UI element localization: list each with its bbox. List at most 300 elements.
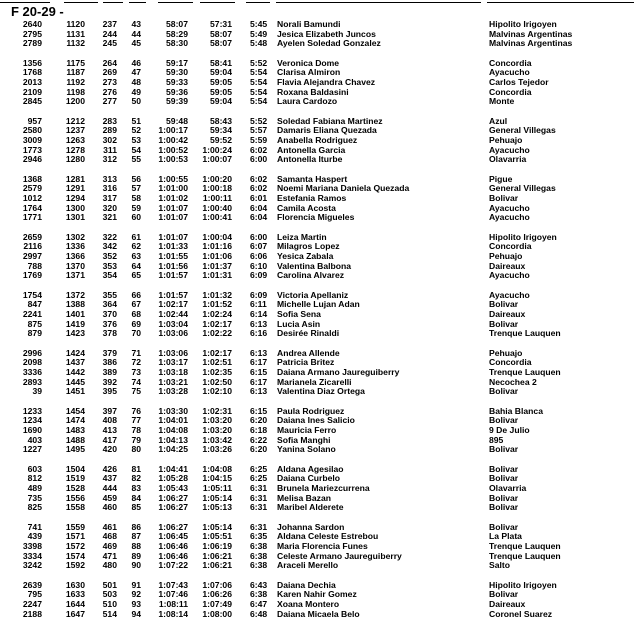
bib-number: 2247: [22, 599, 42, 609]
net-time: 1:06:21: [202, 560, 232, 571]
category-position: 269: [102, 67, 117, 78]
net-time: 1:00:04: [202, 231, 232, 242]
runner-name: Sofia Manghi: [277, 434, 331, 445]
net-time: 1:02:24: [202, 309, 232, 319]
net-time: 1:04:08: [202, 463, 232, 474]
runner-name: Veronica Dome: [277, 57, 340, 68]
overall-position: 1454: [65, 405, 85, 416]
runner-city: General Villegas: [489, 183, 556, 194]
table-row: [0, 39, 634, 49]
runner-city: 9 De Julio: [489, 425, 530, 435]
gross-time: 1:01:07: [158, 202, 188, 213]
runner-name: Aldana Agesilao: [277, 463, 344, 474]
pace: 6:09: [250, 289, 268, 300]
gender-position: 90: [131, 560, 141, 571]
runner-name: Damaris Eliana Quezada: [277, 125, 377, 136]
gross-time: 1:00:17: [158, 125, 188, 136]
runner-name: Sofia Sena: [277, 309, 321, 319]
runner-city: Bolivar: [489, 473, 519, 484]
bib-number: 957: [27, 115, 42, 126]
gender-position: 75: [131, 386, 141, 397]
gross-time: 1:01:00: [158, 183, 188, 194]
net-time: 1:07:49: [202, 599, 232, 609]
net-time: 1:01:06: [202, 251, 232, 261]
net-time: 1:04:15: [202, 473, 232, 484]
bib-number: 2580: [22, 125, 42, 136]
net-time: 1:01:32: [202, 289, 232, 300]
bib-number: 875: [27, 318, 42, 329]
pace: 5:54: [250, 86, 268, 97]
pace: 6:25: [250, 473, 268, 484]
runner-name: Laura Cardozo: [277, 96, 338, 107]
runner-city: Bolivar: [489, 521, 519, 532]
category-position: 426: [102, 463, 117, 474]
runner-city: Pehuajo: [489, 347, 523, 358]
gross-time: 1:08:14: [158, 608, 188, 619]
net-time: 1:05:51: [202, 531, 232, 542]
gross-time: 59:33: [166, 77, 188, 87]
bib-number: 2241: [22, 309, 42, 319]
runner-name: Xoana Montero: [277, 599, 340, 609]
gender-position: 65: [131, 270, 141, 281]
pace: 6:47: [250, 599, 268, 609]
category-position: 283: [102, 115, 117, 126]
runner-city: Ayacucho: [489, 212, 530, 223]
bib-number: 847: [27, 299, 42, 310]
net-time: 1:00:20: [202, 173, 232, 184]
category-position: 469: [102, 541, 117, 551]
bib-number: 2640: [22, 19, 42, 29]
gross-time: 1:03:21: [158, 376, 188, 387]
net-time: 59:04: [210, 96, 232, 107]
overall-position: 1372: [65, 289, 85, 300]
net-time: 1:05:13: [202, 502, 232, 513]
net-time: 1:01:31: [202, 270, 232, 281]
gender-position: 58: [131, 193, 141, 203]
overall-position: 1442: [65, 367, 85, 377]
category-position: 468: [102, 531, 117, 542]
runner-name: Roxana Baldasini: [277, 86, 349, 97]
overall-position: 1556: [65, 492, 85, 503]
bib-number: 1771: [22, 212, 42, 223]
runner-city: Ayacucho: [489, 67, 530, 78]
category-position: 480: [102, 560, 117, 571]
overall-position: 1371: [65, 270, 85, 281]
runner-name: Norali Bamundi: [277, 19, 341, 29]
category-position: 514: [102, 608, 117, 619]
category-position: 413: [102, 425, 117, 435]
runner-city: Daireaux: [489, 309, 526, 319]
net-time: 1:05:11: [202, 483, 232, 493]
category-position: 313: [102, 173, 117, 184]
gross-time: 1:03:17: [158, 357, 188, 368]
runner-city: Bahia Blanca: [489, 405, 543, 416]
pace: 5:45: [250, 19, 268, 29]
net-time: 58:07: [210, 38, 232, 49]
pace: 5:52: [250, 115, 268, 126]
runner-name: Desirée Rinaldi: [277, 328, 340, 339]
gender-position: 88: [131, 541, 141, 551]
overall-position: 1437: [65, 357, 85, 368]
bib-number: 2188: [22, 608, 42, 619]
bib-number: 403: [27, 434, 42, 445]
gender-position: 52: [131, 125, 141, 136]
runner-name: Daiana Micaela Belo: [277, 608, 360, 619]
gender-position: 48: [131, 77, 141, 87]
pace: 6:25: [250, 463, 268, 474]
gender-position: 72: [131, 357, 141, 368]
runner-city: Olavarria: [489, 483, 527, 493]
gender-position: 43: [131, 19, 141, 29]
gross-time: 1:06:27: [158, 492, 188, 503]
runner-name: Ayelen Soledad Gonzalez: [277, 38, 381, 49]
gender-position: 54: [131, 144, 141, 155]
gross-time: 1:06:46: [158, 541, 188, 551]
gross-time: 1:03:18: [158, 367, 188, 377]
gender-position: 78: [131, 425, 141, 435]
overall-position: 1278: [65, 144, 85, 155]
runner-city: Malvinas Argentinas: [489, 28, 573, 39]
table-row: [0, 271, 634, 281]
bib-number: 2845: [22, 96, 42, 107]
bib-number: 788: [27, 260, 42, 271]
bib-number: 3242: [22, 560, 42, 571]
overall-position: 1198: [66, 86, 85, 97]
runner-name: Johanna Sardon: [277, 521, 345, 532]
gender-position: 93: [131, 599, 141, 609]
runner-city: La Plata: [489, 531, 522, 542]
net-time: 1:00:24: [202, 144, 232, 155]
runner-city: Bolivar: [489, 589, 519, 600]
pace: 6:10: [250, 260, 268, 271]
overall-position: 1633: [65, 589, 85, 600]
gross-time: 59:48: [166, 115, 188, 126]
overall-position: 1131: [66, 28, 85, 39]
overall-position: 1495: [65, 444, 85, 455]
runner-name: Maria Florencia Funes: [277, 541, 368, 551]
gender-position: 47: [131, 67, 141, 78]
pace: 6:02: [250, 144, 268, 155]
pace: 6:07: [250, 241, 268, 252]
bib-number: 1690: [22, 425, 42, 435]
runner-city: Salto: [489, 560, 511, 571]
overall-position: 1419: [65, 318, 85, 329]
gender-position: 64: [131, 260, 141, 271]
pace: 6:06: [250, 251, 268, 261]
net-time: 57:31: [210, 19, 232, 29]
bib-number: 3334: [22, 550, 42, 561]
gender-position: 84: [131, 492, 141, 503]
runner-city: Concordia: [489, 57, 532, 68]
category-position: 245: [102, 38, 117, 49]
overall-position: 1572: [65, 541, 85, 551]
gender-position: 69: [131, 318, 141, 329]
overall-position: 1647: [65, 608, 85, 619]
net-time: 1:00:41: [202, 212, 232, 223]
overall-position: 1132: [66, 38, 85, 49]
runner-city: Ayacucho: [489, 270, 530, 281]
gender-position: 76: [131, 405, 141, 416]
gross-time: 1:00:55: [158, 173, 188, 184]
gross-time: 1:01:07: [158, 212, 188, 223]
overall-position: 1280: [65, 154, 85, 165]
runner-city: Olavarria: [489, 154, 527, 165]
net-time: 59:52: [210, 135, 232, 145]
runner-name: Milagros Lopez: [277, 241, 340, 252]
gross-time: 1:08:11: [158, 599, 188, 609]
runner-city: Concordia: [489, 357, 532, 368]
gross-time: 1:04:08: [158, 425, 188, 435]
pace: 6:16: [250, 328, 268, 339]
net-time: 1:00:18: [202, 183, 232, 194]
overall-position: 1574: [65, 550, 85, 561]
gender-position: 46: [131, 57, 141, 68]
category-position: 510: [102, 599, 117, 609]
runner-name: Karen Nahir Gomez: [277, 589, 357, 600]
runner-city: Bolivar: [489, 299, 519, 310]
pace: 6:17: [250, 357, 268, 368]
runner-name: Estefania Ramos: [277, 193, 347, 203]
table-row: [0, 155, 634, 165]
table-row: [0, 610, 634, 620]
net-time: 1:06:21: [202, 550, 232, 561]
overall-position: 1519: [65, 473, 85, 484]
gender-position: 85: [131, 502, 141, 513]
net-time: 1:03:20: [202, 415, 232, 426]
bib-number: 3009: [22, 135, 42, 145]
overall-position: 1175: [66, 57, 85, 68]
runner-name: Mauricia Ferro: [277, 425, 337, 435]
pace: 6:35: [250, 531, 268, 542]
pace: 6:15: [250, 367, 268, 377]
pace: 6:01: [250, 193, 268, 203]
runner-city: General Villegas: [489, 125, 556, 136]
runner-city: Ayacucho: [489, 144, 530, 155]
bib-number: 2659: [22, 231, 42, 242]
category-position: 302: [102, 135, 117, 145]
category-position: 276: [102, 86, 117, 97]
runner-name: Yesica Zabala: [277, 251, 334, 261]
runner-name: Valentina Diaz Ortega: [277, 386, 365, 397]
gender-position: 45: [131, 38, 141, 49]
bib-number: 1768: [22, 67, 42, 78]
gender-position: 49: [131, 86, 141, 97]
gross-time: 1:01:57: [158, 270, 188, 281]
category-position: 420: [102, 444, 117, 455]
bib-number: 1773: [22, 144, 42, 155]
gross-time: 1:03:28: [158, 386, 188, 397]
pace: 6:14: [250, 309, 268, 319]
gross-time: 1:03:06: [158, 347, 188, 358]
gender-position: 50: [131, 96, 141, 107]
overall-position: 1592: [65, 560, 85, 571]
gross-time: 1:03:30: [158, 405, 188, 416]
overall-position: 1630: [65, 579, 85, 590]
pace: 6:38: [250, 560, 268, 571]
net-time: 1:02:10: [202, 386, 232, 397]
table-row: [0, 503, 634, 513]
net-time: 1:02:31: [202, 405, 232, 416]
category-position: 322: [102, 231, 117, 242]
pace: 5:59: [250, 135, 268, 145]
runner-city: Hipolito Irigoyen: [489, 579, 557, 590]
category-position: 460: [102, 502, 117, 513]
bib-number: 2013: [22, 77, 42, 87]
header-rule: [129, 2, 146, 3]
category-position: 244: [102, 28, 117, 39]
header-rule: [200, 2, 235, 3]
runner-name: Patricia Britez: [277, 357, 335, 368]
overall-position: 1445: [65, 376, 85, 387]
pace: 5:49: [250, 28, 268, 39]
net-time: 1:02:22: [202, 328, 232, 339]
pace: 6:02: [250, 173, 268, 184]
gross-time: 1:04:01: [158, 415, 188, 426]
gross-time: 1:05:28: [158, 473, 188, 484]
overall-position: 1300: [65, 202, 85, 213]
gross-time: 1:03:04: [158, 318, 188, 329]
table-row: [0, 329, 634, 339]
overall-position: 1294: [65, 193, 85, 203]
gender-position: 51: [131, 115, 141, 126]
gender-position: 80: [131, 444, 141, 455]
pace: 6:20: [250, 415, 268, 426]
runner-name: Victoria Apellaniz: [277, 289, 349, 300]
net-time: 1:01:52: [202, 299, 232, 310]
overall-position: 1192: [66, 77, 85, 87]
bib-number: 1764: [22, 202, 42, 213]
category-position: 417: [102, 434, 117, 445]
runner-name: Antonella Iturbe: [277, 154, 343, 165]
category-position: 353: [102, 260, 117, 271]
pace: 6:31: [250, 502, 268, 513]
bib-number: 439: [27, 531, 42, 542]
runner-name: Daiana Dechia: [277, 579, 336, 590]
gross-time: 1:04:41: [158, 463, 188, 474]
category-position: 501: [102, 579, 117, 590]
net-time: 1:01:16: [202, 241, 232, 252]
header-rule: [158, 2, 193, 3]
overall-position: 1451: [65, 386, 85, 397]
overall-position: 1424: [65, 347, 85, 358]
runner-name: Michelle Lujan Adan: [277, 299, 360, 310]
gross-time: 1:04:25: [158, 444, 188, 455]
category-position: 352: [102, 251, 117, 261]
overall-position: 1474: [65, 415, 85, 426]
pace: 6:17: [250, 376, 268, 387]
bib-number: 489: [27, 483, 42, 493]
pace: 6:38: [250, 550, 268, 561]
gender-position: 63: [131, 251, 141, 261]
gender-position: 60: [131, 212, 141, 223]
overall-position: 1559: [65, 521, 85, 532]
runner-name: Andrea Allende: [277, 347, 340, 358]
category-position: 408: [102, 415, 117, 426]
bib-number: 741: [27, 521, 42, 532]
net-time: 1:02:17: [202, 347, 232, 358]
overall-position: 1302: [65, 231, 85, 242]
gender-position: 89: [131, 550, 141, 561]
runner-city: Carlos Tejedor: [489, 77, 549, 87]
bib-number: 2946: [22, 154, 42, 165]
overall-position: 1120: [66, 19, 85, 29]
runner-name: Jesica Elizabeth Juncos: [277, 28, 376, 39]
runner-city: Bolivar: [489, 386, 519, 397]
pace: 6:22: [250, 434, 268, 445]
category-position: 444: [102, 483, 117, 493]
runner-city: Concordia: [489, 86, 532, 97]
overall-position: 1237: [65, 125, 85, 136]
pace: 6:11: [250, 299, 267, 310]
bib-number: 2098: [22, 357, 42, 368]
runner-city: Trenque Lauquen: [489, 367, 561, 377]
gross-time: 1:02:17: [158, 299, 188, 310]
gross-time: 1:01:55: [158, 251, 188, 261]
overall-position: 1571: [65, 531, 85, 542]
bib-number: 1769: [22, 270, 42, 281]
runner-city: Pehuajo: [489, 135, 523, 145]
table-row: [0, 213, 634, 223]
bib-number: 2579: [22, 183, 42, 194]
overall-position: 1366: [65, 251, 85, 261]
bib-number: 1233: [22, 405, 42, 416]
runner-city: Pehuajo: [489, 251, 523, 261]
gender-position: 68: [131, 309, 141, 319]
runner-name: Antonella Garcia: [277, 144, 346, 155]
runner-name: Florencia Migueles: [277, 212, 355, 223]
net-time: 1:03:26: [202, 444, 232, 455]
gross-time: 1:01:57: [158, 289, 188, 300]
runner-city: Hipolito Irigoyen: [489, 19, 557, 29]
header-rule: [276, 2, 481, 3]
category-position: 389: [102, 367, 117, 377]
runner-city: Trenque Lauquen: [489, 550, 561, 561]
gender-position: 87: [131, 531, 141, 542]
runner-name: Soledad Fabiana Martinez: [277, 115, 383, 126]
net-time: 58:41: [210, 57, 232, 68]
gender-position: 82: [131, 473, 141, 484]
runner-city: Bolivar: [489, 318, 519, 329]
table-row: [0, 561, 634, 571]
gender-position: 73: [131, 367, 141, 377]
gender-position: 94: [131, 608, 141, 619]
runner-city: Monte: [489, 96, 515, 107]
gross-time: 1:01:33: [158, 241, 188, 252]
runner-city: Necochea 2: [489, 376, 537, 387]
net-time: 1:06:19: [202, 541, 232, 551]
category-position: 364: [102, 299, 117, 310]
category-position: 320: [102, 202, 117, 213]
runner-name: Maribel Alderete: [277, 502, 344, 513]
runner-city: Bolivar: [489, 415, 519, 426]
runner-city: Ayacucho: [489, 289, 530, 300]
runner-name: Yanina Solano: [277, 444, 336, 455]
net-time: 58:43: [210, 115, 232, 126]
pace: 6:20: [250, 444, 268, 455]
header-rule: [103, 2, 123, 3]
net-time: 1:03:20: [202, 425, 232, 435]
runner-city: Malvinas Argentinas: [489, 38, 573, 49]
bib-number: 2893: [22, 376, 42, 387]
runner-name: Brunela Mariezcurrena: [277, 483, 370, 493]
gender-position: 91: [131, 579, 141, 590]
gender-position: 55: [131, 154, 141, 165]
pace: 6:15: [250, 405, 268, 416]
pace: 6:13: [250, 347, 268, 358]
gross-time: 1:06:45: [158, 531, 188, 542]
pace: 6:31: [250, 483, 268, 493]
net-time: 1:07:06: [202, 579, 232, 590]
